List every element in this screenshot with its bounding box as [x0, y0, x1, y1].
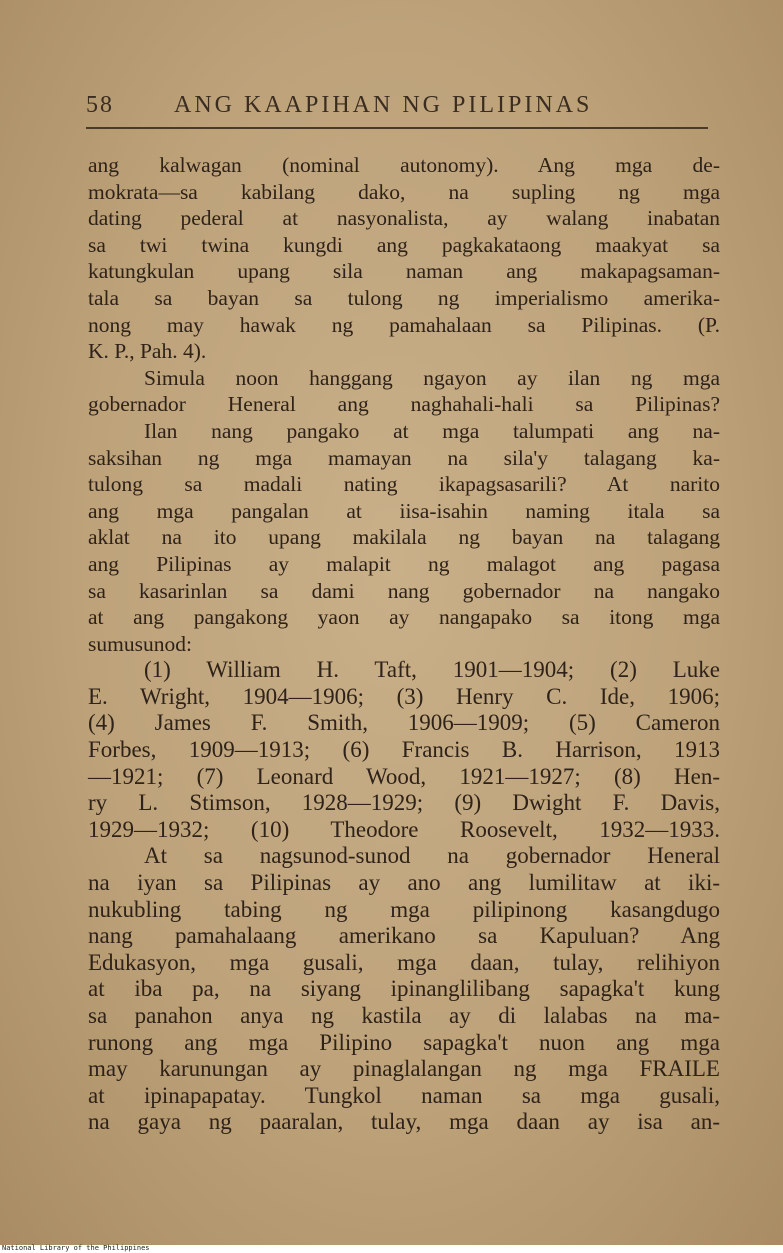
text-line: tulong sa madali nating ikapagsasarili? At narito [88, 472, 720, 497]
footer-credit: National Library of the Philippines [2, 1244, 150, 1252]
text-line: at ang pangakong yaon ay nangapako sa itong mga [88, 605, 720, 630]
text-line: ang Pilipinas ay malapit ng malagot ang pagasa [88, 551, 720, 576]
text-line: tala sa bayan sa tulong ng imperialismo amerika- [88, 285, 720, 310]
text-line: K. P., Pah. 4). [88, 339, 207, 364]
text-line: at iba pa, na siyang ipinanglilibang sapagka't kung [88, 976, 720, 1002]
text-line: sa panahon anya ng kastila ay di lalabas na ma- [88, 1003, 720, 1028]
text-line: sa kasarinlan sa dami nang gobernador na nangako [88, 578, 720, 603]
text-line: sumusunod: [88, 631, 192, 656]
text-line: sa twi twina kungdi ang pagkakataong maakyat sa [88, 232, 720, 257]
text-line: aklat na ito upang makilala ng bayan na talagang [88, 525, 720, 550]
text-line: ry L. Stimson, 1928—1929; (9) Dwight F. Davis, [88, 790, 720, 816]
text-line: at ipinapapatay. Tungkol naman sa mga gusali, [88, 1082, 720, 1108]
text-line: Edukasyon, mga gusali, mga daan, tulay, relihiyon [88, 949, 720, 975]
text-line: Ilan nang pangako at mga talumpati ang na- [144, 418, 720, 443]
text-line: may karunungan ay pinaglalangan ng mga FRAILE [88, 1056, 720, 1082]
text-line: Simula noon hanggang ngayon ay ilan ng mga [144, 365, 720, 390]
text-line: nang pamahalaang amerikano sa Kapuluan? Ang [88, 923, 720, 949]
text-line: (1) William H. Taft, 1901—1904; (2) Luke [144, 657, 720, 683]
text-line: ang mga pangalan at iisa-isahin naming itala sa [88, 498, 720, 523]
page-title: ANG KAAPIHAN NG PILIPINAS [174, 92, 593, 118]
text-line: gobernador Heneral ang naghahali-hali sa Pilipinas? [88, 392, 720, 417]
text-line: saksihan ng mga mamayan na sila'y talagang ka- [88, 445, 720, 470]
page-number: 58 [86, 92, 114, 118]
text-line: dating pederal at nasyonalista, ay walang inabatan [88, 206, 720, 231]
text-line: na gaya ng paaralan, tulay, mga daan ay isa an- [88, 1109, 720, 1135]
footer-bar [0, 1245, 783, 1253]
text-line: nukubling tabing ng mga pilipinong kasangdugo [88, 896, 720, 922]
text-line: (4) James F. Smith, 1906—1909; (5) Cameron [88, 710, 720, 736]
text-line: runong ang mga Pilipino sapagka't nuon ang mga [88, 1029, 720, 1055]
text-line: ang kalwagan (nominal autonomy). Ang mga de- [88, 153, 720, 177]
text-line: 1929—1932; (10) Theodore Roosevelt, 1932—1933. [88, 816, 720, 842]
text-line: na iyan sa Pilipinas ay ano ang lumilitaw at iki- [88, 870, 720, 896]
text-line: —1921; (7) Leonard Wood, 1921—1927; (8) Hen- [88, 763, 720, 789]
text-line: Forbes, 1909—1913; (6) Francis B. Harrison, 1913 [88, 737, 720, 763]
text-line: E. Wright, 1904—1906; (3) Henry C. Ide, 1906; [88, 683, 720, 709]
text-line: nong may hawak ng pamahalaan sa Pilipinas. (P. [88, 312, 720, 337]
running-head [86, 92, 706, 124]
text-line: mokrata—sa kabilang dako, na supling ng mga [88, 179, 720, 204]
body-text [88, 152, 720, 1136]
text-line: At sa nagsunod-sunod na gobernador Heneral [144, 843, 720, 869]
text-line: katungkulan upang sila naman ang makapagsaman- [88, 259, 720, 284]
header-rule [86, 127, 708, 129]
